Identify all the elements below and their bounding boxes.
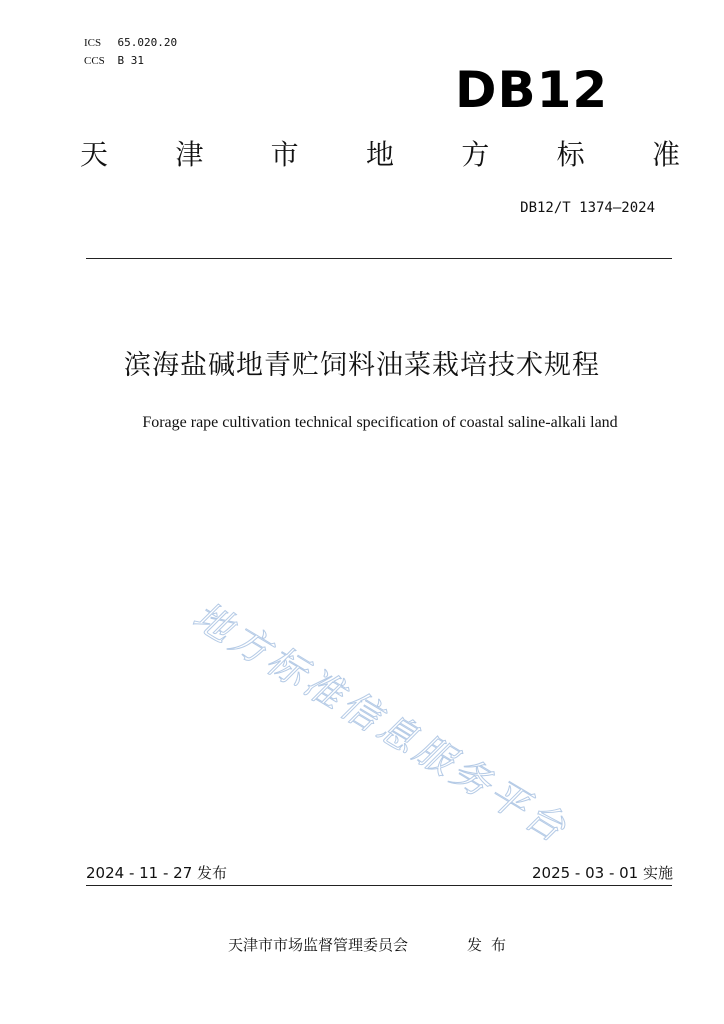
ccs-label: CCS [84, 55, 105, 67]
document-title-chinese: 滨海盐碱地青贮饲料油菜栽培技术规程 [124, 350, 600, 381]
standard-type-char: 津 [175, 138, 204, 171]
top-divider [86, 258, 672, 259]
standard-type-char: 标 [556, 138, 585, 171]
bottom-divider [86, 885, 672, 886]
ics-classification [84, 36, 177, 50]
standard-type-char: 准 [651, 138, 680, 171]
standard-type-heading [80, 138, 680, 172]
watermark: 地方标准信息服务平台 [185, 593, 577, 853]
ccs-code: B 31 [117, 54, 144, 67]
standard-number: DB12/T 1374—2024 [520, 200, 655, 216]
publish-label: 发布 [467, 936, 516, 954]
db12-logo: DB12 [455, 61, 609, 119]
document-title-english: Forage rape cultivation technical specification of coastal saline-alkali land [142, 414, 618, 431]
implementation-date: 2025 - 03 - 01 实施 [531, 864, 673, 882]
standard-type-char: 天 [80, 138, 109, 171]
ccs-classification [84, 54, 144, 68]
issue-date: 2024 - 11 - 27 发布 [86, 864, 228, 882]
standard-type-char: 市 [270, 138, 299, 171]
standard-type-char: 方 [461, 138, 490, 171]
ics-code: 65.020.20 [117, 36, 178, 49]
publisher-name: 天津市市场监督管理委员会 [228, 936, 409, 954]
ics-label: ICS [84, 37, 102, 49]
standard-type-char: 地 [365, 138, 394, 171]
